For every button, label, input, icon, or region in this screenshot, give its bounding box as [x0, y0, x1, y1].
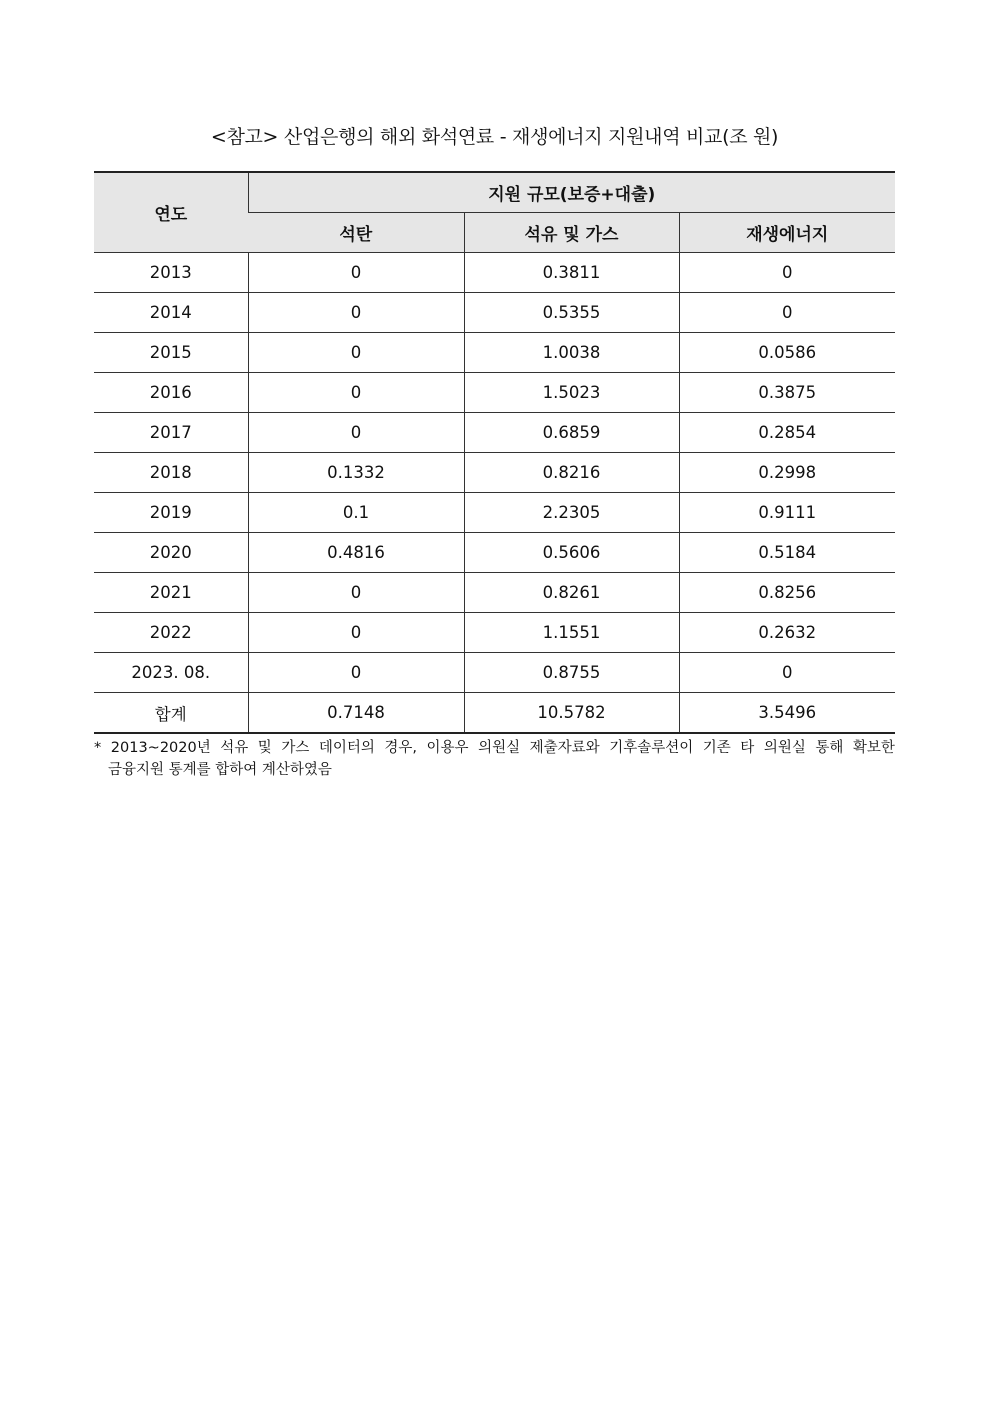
footnote-word: 의원실	[763, 740, 806, 756]
cell-renewable: 0.9111	[679, 493, 895, 533]
cell-renewable: 0.5184	[679, 533, 895, 573]
cell-year: 합계	[94, 693, 248, 734]
cell-coal: 0	[248, 613, 464, 653]
cell-renewable: 0.0586	[679, 333, 895, 373]
cell-oil-gas: 1.1551	[464, 613, 679, 653]
cell-oil-gas: 0.5606	[464, 533, 679, 573]
footnote-word: 석유	[220, 740, 249, 756]
footnote-word: 가스	[281, 740, 310, 756]
cell-year: 2021	[94, 573, 248, 613]
cell-renewable: 3.5496	[679, 693, 895, 734]
cell-oil-gas: 1.0038	[464, 333, 679, 373]
cell-renewable: 0.2632	[679, 613, 895, 653]
table-row-total	[94, 693, 895, 734]
cell-oil-gas: 2.2305	[464, 493, 679, 533]
cell-oil-gas: 1.5023	[464, 373, 679, 413]
cell-coal: 0	[248, 413, 464, 453]
footnote-word: 이용우	[426, 740, 469, 756]
cell-renewable: 0	[679, 253, 895, 293]
footnote-word: 2013~2020년	[110, 740, 211, 756]
cell-oil-gas: 0.6859	[464, 413, 679, 453]
header-coal: 석탄	[248, 213, 464, 253]
cell-renewable: 0.8256	[679, 573, 895, 613]
table-row	[94, 613, 895, 653]
cell-coal: 0.4816	[248, 533, 464, 573]
cell-year: 2023. 08.	[94, 653, 248, 693]
footnote-word: 기존	[702, 740, 731, 756]
table-row	[94, 653, 895, 693]
cell-year: 2013	[94, 253, 248, 293]
table-row	[94, 533, 895, 573]
footnote-word: 의원실	[478, 740, 521, 756]
document-title: <참고> 산업은행의 해외 화석연료 - 재생에너지 지원내역 비교(조 원)	[210, 126, 779, 148]
cell-renewable: 0.3875	[679, 373, 895, 413]
cell-year: 2020	[94, 533, 248, 573]
footnote-word: 통해	[815, 740, 844, 756]
cell-renewable: 0.2854	[679, 413, 895, 453]
footnote-word: 데이터의	[318, 740, 375, 756]
footnote-word: 확보한	[852, 740, 895, 756]
footnote-word: 기후솔루션이	[609, 740, 694, 756]
table-row	[94, 333, 895, 373]
cell-coal: 0	[248, 573, 464, 613]
cell-year: 2018	[94, 453, 248, 493]
cell-coal: 0.7148	[248, 693, 464, 734]
cell-coal: 0	[248, 293, 464, 333]
header-support-scale: 지원 규모(보증+대출)	[248, 172, 895, 213]
support-table	[94, 171, 895, 734]
cell-oil-gas: 10.5782	[464, 693, 679, 734]
footnote-line-2: 금융지원 통계를 합하여 계산하였음	[108, 762, 332, 778]
footnote-word: *	[94, 740, 102, 756]
table-row	[94, 293, 895, 333]
footnote-word: 경우,	[384, 740, 418, 756]
cell-coal: 0	[248, 653, 464, 693]
cell-year: 2017	[94, 413, 248, 453]
cell-year: 2022	[94, 613, 248, 653]
cell-renewable: 0.2998	[679, 453, 895, 493]
header-oil-gas: 석유 및 가스	[464, 213, 679, 253]
table-row	[94, 453, 895, 493]
table-row	[94, 493, 895, 533]
cell-year: 2019	[94, 493, 248, 533]
footnote	[94, 737, 895, 781]
header-year: 연도	[94, 172, 248, 253]
cell-oil-gas: 0.8216	[464, 453, 679, 493]
footnote-word: 타	[740, 740, 755, 756]
header-row-group	[94, 172, 895, 213]
table-row	[94, 413, 895, 453]
cell-coal: 0.1	[248, 493, 464, 533]
cell-oil-gas: 0.8261	[464, 573, 679, 613]
cell-oil-gas: 0.5355	[464, 293, 679, 333]
footnote-word: 및	[257, 740, 272, 756]
cell-year: 2016	[94, 373, 248, 413]
cell-year: 2015	[94, 333, 248, 373]
cell-oil-gas: 0.3811	[464, 253, 679, 293]
cell-coal: 0	[248, 253, 464, 293]
cell-coal: 0	[248, 373, 464, 413]
cell-coal: 0	[248, 333, 464, 373]
table-row	[94, 373, 895, 413]
cell-renewable: 0	[679, 293, 895, 333]
cell-year: 2014	[94, 293, 248, 333]
footnote-word: 제출자료와	[529, 740, 600, 756]
cell-oil-gas: 0.8755	[464, 653, 679, 693]
footnote-line-1	[94, 737, 895, 759]
header-renewable: 재생에너지	[679, 213, 895, 253]
cell-coal: 0.1332	[248, 453, 464, 493]
cell-renewable: 0	[679, 653, 895, 693]
table-row	[94, 253, 895, 293]
table-row	[94, 573, 895, 613]
